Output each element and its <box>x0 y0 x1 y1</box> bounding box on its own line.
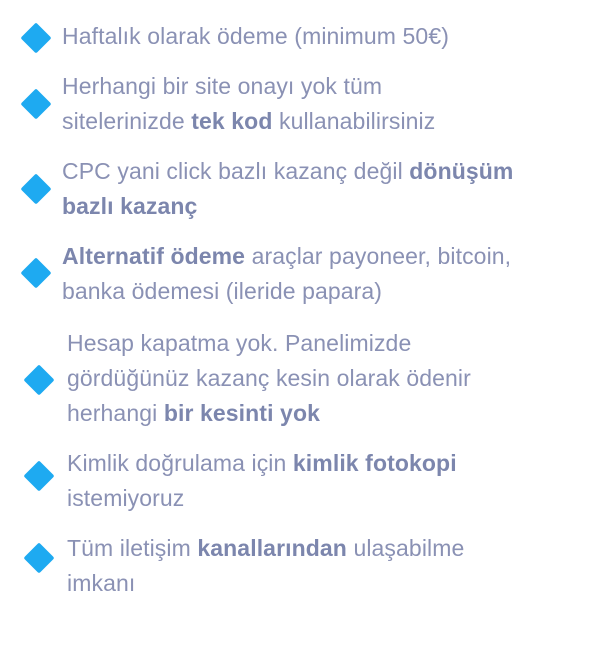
feature-text-part: araçlar payoneer, bitcoin, <box>245 243 512 269</box>
feature-text-part: istemiyoruz <box>67 485 185 511</box>
feature-text <box>62 154 513 224</box>
feature-text-bold: kanallarından <box>197 535 347 561</box>
feature-text-part: imkanı <box>67 570 136 596</box>
feature-text-bold: bir kesinti yok <box>163 400 320 426</box>
feature-text-part: Hesap kapatma yok. Panelimizde <box>67 330 412 356</box>
diamond-bullet-icon <box>23 364 54 395</box>
feature-text-bold: Alternatif ödeme <box>62 243 246 269</box>
feature-text-part: CPC yani click bazlı kazanç değil <box>62 158 410 184</box>
feature-text-part: gördüğünüz kazanç kesin olarak ödenir <box>67 365 471 391</box>
feature-text <box>67 531 464 601</box>
feature-text-part: sitelerinizde <box>62 108 192 134</box>
feature-text-part: kullanabilirsiniz <box>272 108 436 134</box>
feature-text <box>62 239 511 309</box>
diamond-bullet-icon <box>20 22 51 53</box>
feature-text-bold: bazlı kazanç <box>62 193 198 219</box>
feature-text <box>67 446 457 516</box>
feature-text-part: Tüm iletişim <box>67 535 198 561</box>
diamond-bullet-icon <box>20 257 51 288</box>
feature-text-part: Kimlik doğrulama için <box>67 450 293 476</box>
feature-text-bold: kimlik fotokopi <box>292 450 457 476</box>
feature-text-part: Herhangi bir site onayı yok tüm <box>62 73 383 99</box>
feature-text <box>62 19 449 54</box>
diamond-bullet-icon <box>20 173 51 204</box>
diamond-bullet-icon <box>23 542 54 573</box>
diamond-bullet-icon <box>23 460 54 491</box>
feature-text <box>67 326 471 431</box>
feature-text-part: ulaşabilme <box>346 535 465 561</box>
feature-text-bold: dönüşüm <box>409 158 514 184</box>
feature-text-part: banka ödemesi (ileride papara) <box>62 278 383 304</box>
feature-text-bold: tek kod <box>191 108 273 134</box>
feature-text-part: herhangi <box>67 400 164 426</box>
diamond-bullet-icon <box>20 88 51 119</box>
feature-text-part: Haftalık olarak ödeme (minimum 50€) <box>62 23 449 49</box>
feature-text <box>62 69 435 139</box>
